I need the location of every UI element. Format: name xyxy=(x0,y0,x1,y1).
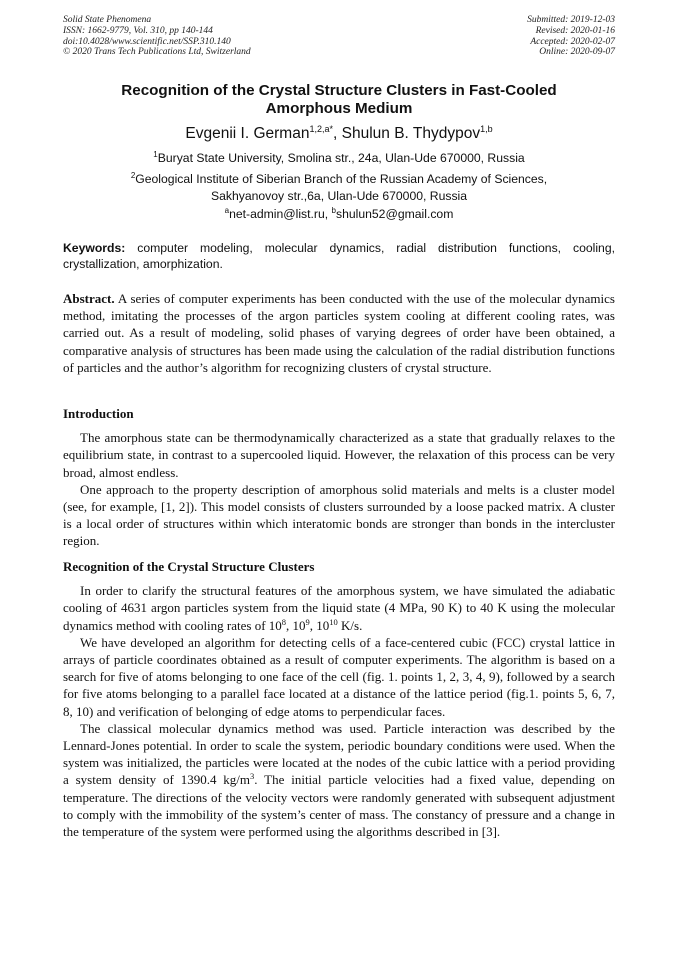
doi-line: doi:10.4028/www.scientific.net/SSP.310.140 xyxy=(63,36,231,47)
abstract-text: A series of computer experiments has been conducted with the use of the molecular dynamics method, imitating the processes of the argon particles system cooling at different cooling rates, was carried out. As a result of modeling, solid phases of varying degrees of order have been obtained, a comparative analysis of structures has been made using the calculation of the radial distribution functions of particles and the author’s algorithm for recognizing clusters of crystal structure. xyxy=(63,291,615,375)
author-1-name: Evgenii I. German xyxy=(185,125,310,142)
author-list xyxy=(63,124,615,144)
recognition-heading: Recognition of the Crystal Structure Clusters xyxy=(63,559,315,574)
email-a: net-admin@list.ru, xyxy=(229,207,332,221)
recognition-section xyxy=(63,558,615,840)
affiliation-2-mark: 2 xyxy=(130,171,136,180)
affiliation-1-text: Buryat State University, Smolina str., 24a, Ulan-Ude 670000, Russia xyxy=(157,151,525,165)
affiliation-2-line-1: Geological Institute of Siberian Branch of the Russian Academy of Sciences, xyxy=(135,172,548,186)
recognition-p1-text-c: , 10 xyxy=(309,617,330,633)
introduction-paragraph-2: One approach to the property description of amorphous solid materials and melts is a cluster model (see, for example, [1, 2]). This model consists of clusters surrounded by a loose packed matrix. A cluster is a local order of structures within which interatomic bonds are stronger than bonds in the intercluster region. xyxy=(63,481,615,549)
affiliation-2-line-2: Sakhyanovoy str.,6a, Ulan-Ude 670000, Russia xyxy=(210,189,468,203)
recognition-p3-text-b: . The initial particle velocities had a fixed value, depending on temperature. The directions of the velocity vectors were randomly generated with subsequent adjustment to comply with the immobility of the system’s center of mass. The constancy of pressure and a change in the temperature of the system were performed using the algorithms described in [3]. xyxy=(63,772,615,840)
journal-name: Solid State Phenomena xyxy=(63,15,152,25)
keywords-label: Keywords: xyxy=(63,241,126,255)
affiliation-1-mark: 1 xyxy=(153,150,158,159)
recognition-p1-text-b: , 10 xyxy=(286,617,306,633)
rate-exponent-10: 10 xyxy=(329,616,338,627)
introduction-paragraph-1: The amorphous state can be thermodynamically characterized as a state that gradually relaxes to the equilibrium state, in contrast to a supercooled liquid. However, the relaxation of this process can be very broad, almost endless. xyxy=(63,430,615,480)
author-2-name: Shulun B. Thydypov xyxy=(341,125,481,142)
rate-exponent-8: 8 xyxy=(281,616,287,627)
recognition-paragraph-1 xyxy=(63,582,615,634)
abstract-label: Abstract. xyxy=(63,291,115,306)
author-2-affiliation-marks: 1,b xyxy=(480,124,493,134)
keywords-paragraph xyxy=(63,240,615,273)
email-b: shulun52@gmail.com xyxy=(335,207,454,221)
issn-line: ISSN: 1662-9779, Vol. 310, pp 140-144 xyxy=(63,25,213,36)
submitted-date: Submitted: 2019-12-03 xyxy=(527,15,615,25)
email-b-mark: b xyxy=(331,206,336,215)
rate-exponent-9: 9 xyxy=(305,616,310,627)
introduction-heading: Introduction xyxy=(63,406,134,421)
recognition-p1-text-a: In order to clarify the structural features of the amorphous system, we have simulated the adiabatic cooling of 4631 argon particles system from the liquid state (4 MPa, 90 K) to 40 K using the molecular dynamics method with cooling rates of 10 xyxy=(63,583,615,633)
recognition-p1-text-d: K/s. xyxy=(337,617,363,633)
online-date: Online: 2020-09-07 xyxy=(539,47,615,58)
publication-dates xyxy=(527,15,615,58)
title-line-2: Amorphous Medium xyxy=(265,100,413,117)
paper-title xyxy=(63,82,615,118)
email-a-mark: a xyxy=(224,206,230,215)
revised-date: Revised: 2020-01-16 xyxy=(535,25,615,36)
density-unit-exponent: 3 xyxy=(250,771,255,782)
title-line-1: Recognition of the Crystal Structure Clusters in Fast-Cooled xyxy=(121,82,557,99)
copyright-line: © 2020 Trans Tech Publications Ltd, Switzerland xyxy=(63,47,251,58)
keywords-text: computer modeling, molecular dynamics, radial distribution functions, cooling, crystallization, amorphization. xyxy=(63,241,615,272)
affiliation-2 xyxy=(63,171,615,205)
recognition-p3-text-a: The classical molecular dynamics method was used. Particle interaction was described by the Lennard-Jones potential. In order to scale the system, periodic boundary conditions were used. When the system was initialized, the particles were located at the nodes of the cubic lattice with a period providing a system density of 1390.4 kg/m xyxy=(63,720,615,788)
recognition-paragraph-2: We have developed an algorithm for detecting cells of a face-centered cubic (FCC) crystal lattice in arrays of particle coordinates obtained as a result of computer experiments. The algorithm is based on a search for five of atoms belonging to one face of the cell (fig. 1. points 1, 2, 3, 4, 9), followed by a search for five atoms belonging to a parallel face located at a distance of the lattice period (fig.1. points 5, 6, 7, 8, 10) and verification of belonging of edge atoms to perpendicular faces. xyxy=(63,634,615,719)
journal-info xyxy=(63,15,251,58)
abstract-paragraph xyxy=(63,290,615,376)
introduction-section xyxy=(63,405,615,550)
accepted-date: Accepted: 2020-02-07 xyxy=(530,36,615,47)
affiliation-1 xyxy=(63,150,615,167)
author-1-affiliation-marks: 1,2,a* xyxy=(309,124,333,134)
recognition-paragraph-3 xyxy=(63,720,615,840)
author-separator: , xyxy=(333,125,342,142)
author-emails xyxy=(63,206,615,223)
